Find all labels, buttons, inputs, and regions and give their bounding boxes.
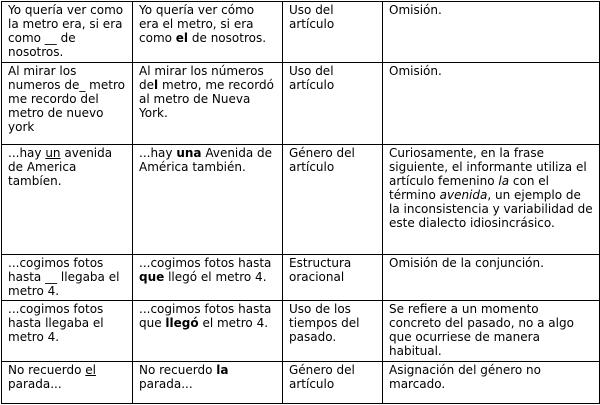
error-category-cell: Estructura oracional: [283, 255, 383, 301]
highlighted-correction: llegó: [165, 316, 199, 330]
table-row: [2, 362, 600, 404]
explanation-cell: Asignación del género no marcado.: [383, 362, 600, 404]
explanation-cell: Omisión.: [383, 63, 600, 145]
original-text-cell: No recuerdo el parada...: [2, 362, 133, 404]
table-row: [2, 2, 600, 63]
corrected-text-cell: No recuerdo la parada...: [133, 362, 283, 404]
highlighted-correction: la: [216, 363, 229, 377]
underlined-error: el: [85, 363, 96, 377]
highlighted-correction: que: [139, 270, 165, 284]
original-text-cell: ...cogimos fotos hasta llegaba el metro 4.: [2, 301, 133, 362]
highlighted-correction: el: [175, 31, 189, 45]
original-text-cell: ...hay un avenida de America tambíen.: [2, 145, 133, 255]
table-row: [2, 301, 600, 362]
explanation-cell: Omisión.: [383, 2, 600, 63]
error-category-cell: Uso del artículo: [283, 63, 383, 145]
underlined-error: un: [45, 146, 61, 160]
error-category-cell: Uso de los tiempos del pasado.: [283, 301, 383, 362]
table-row: [2, 63, 600, 145]
corrected-text-cell: Yo quería ver cómo era el metro, si era como el de nosotros.: [133, 2, 283, 63]
original-text-cell: ...cogimos fotos hasta __ llegaba el metro 4.: [2, 255, 133, 301]
original-text-cell: Yo quería ver como la metro era, si era como __ de nosotros.: [2, 2, 133, 63]
highlighted-correction: una: [176, 146, 202, 160]
error-category-cell: Género del artículo: [283, 145, 383, 255]
error-category-cell: Género del artículo: [283, 362, 383, 404]
corrected-text-cell: Al mirar los números del metro, me recordó al metro de Nueva York.: [133, 63, 283, 145]
italic-term: avenida: [439, 188, 488, 202]
explanation-cell: Omisión de la conjunción.: [383, 255, 600, 301]
explanation-cell: Curiosamente, en la frase siguiente, el informante utiliza el artículo femenino la con el término avenida, un ejemplo de la inconsistencia y variabilidad de este dialecto idiosincrásico.: [383, 145, 600, 255]
omission-marker: __: [44, 31, 57, 45]
corrected-text-cell: ...cogimos fotos hasta que llegó el metro 4.: [133, 255, 283, 301]
explanation-cell: Se refiere a un momento concreto del pasado, no a algo que ocurriese de manera habitual.: [383, 301, 600, 362]
table-row: [2, 255, 600, 301]
error-analysis-table: [1, 1, 600, 404]
error-category-cell: Uso del artículo: [283, 2, 383, 63]
omission-marker: __: [45, 270, 58, 284]
highlighted-correction: l: [154, 78, 159, 92]
italic-term: la: [498, 174, 510, 188]
corrected-text-cell: ...cogimos fotos hasta que llegó el metro 4.: [133, 301, 283, 362]
corrected-text-cell: ...hay una Avenida de América también.: [133, 145, 283, 255]
table-row: [2, 145, 600, 255]
original-text-cell: Al mirar los numeros de_ metro me recordo del metro de nuevo york: [2, 63, 133, 145]
